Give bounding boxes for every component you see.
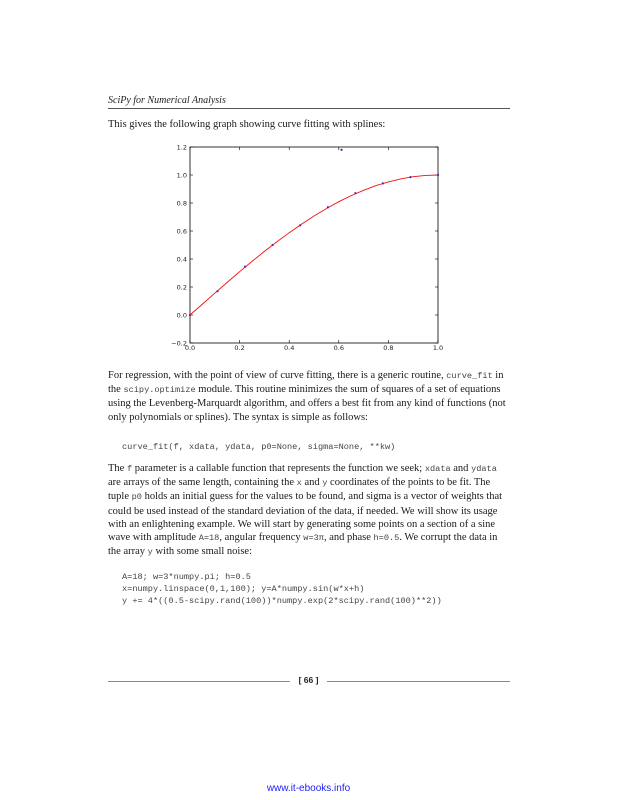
- code-line: x=numpy.linspace(0,1,100); y=A*numpy.sin(w*x+h): [122, 584, 365, 594]
- inline-code-x: x: [296, 478, 302, 489]
- spline-fit-line: [190, 175, 438, 315]
- x-tick-label: 0.2: [234, 344, 245, 352]
- plot-frame: [190, 147, 438, 343]
- inline-code-y: y: [322, 478, 328, 489]
- inline-code-scipy-optimize: scipy.optimize: [123, 385, 196, 396]
- footer-rule-left: [108, 681, 290, 682]
- x-tick-label: 0.4: [284, 344, 295, 352]
- running-header: SciPy for Numerical Analysis: [108, 95, 510, 109]
- inline-code-amplitude: A=18: [198, 533, 220, 544]
- x-tick-label: 0.0: [184, 344, 196, 352]
- y-tick-label: 1.2: [176, 143, 187, 152]
- y-tick-label: 0.8: [176, 199, 187, 208]
- inline-code-y-array: y: [147, 547, 153, 558]
- y-tick-label: 0.2: [176, 283, 187, 292]
- page-number: [ 66 ]: [298, 675, 319, 685]
- footer-rule-right: [327, 681, 510, 682]
- site-link[interactable]: www.it-ebooks.info: [266, 783, 351, 794]
- inline-code-phase: h=0.5: [373, 533, 400, 544]
- y-tick-label: −0.2: [171, 339, 187, 348]
- data-point: [340, 149, 342, 151]
- x-tick-label: 0.6: [333, 344, 344, 352]
- inline-code-curve-fit: curve_fit: [446, 371, 493, 381]
- inline-code-frequency: w=3π: [303, 533, 324, 544]
- spline-fit-chart: [150, 138, 450, 353]
- y-tick-label: 0.6: [176, 227, 187, 236]
- inline-code-xdata: xdata: [424, 464, 451, 474]
- intro-paragraph: This gives the following graph showing curve fitting with splines:: [108, 119, 386, 130]
- code-block-syntax: curve_fit(f, xdata, ydata, p0=None, sigma=None, **kw): [122, 442, 396, 452]
- parameters-paragraph: The f parameter is a callable function that represents the function we seek; xdata and ydata are arrays of the same length, containing the x and y coordinates of the points to be fit. The tuple p0 holds an initial guess for the values to be found, and sigma is a vector of weights that could be used instead of the standard deviation of the data, if needed. We will show its usage with an enlightening example. We will start by generating some points on a section of a sine wave with amplitude A=18, angular frequency w=3π, and phase h=0.5. We corrupt the data in the array y with some small noise:: [108, 463, 503, 558]
- inline-code-p0: p0: [131, 492, 142, 503]
- code-line: y += 4*((0.5-scipy.rand(100))*numpy.exp(2*scipy.rand(100)**2)): [122, 596, 442, 606]
- x-tick-label: 1.0: [432, 344, 444, 352]
- inline-code-f: f: [126, 464, 133, 474]
- inline-code-ydata: ydata: [471, 464, 497, 474]
- code-line: A=18; w=3*numpy.pi; h=0.5: [122, 572, 251, 582]
- y-tick-label: 1.0: [176, 171, 187, 180]
- y-tick-label: 0.0: [176, 311, 187, 320]
- x-tick-label: 0.8: [383, 344, 394, 352]
- regression-paragraph: For regression, with the point of view of curve fitting, there is a generic routine, curve_fit in the scipy.optimize module. This routine minimizes the sum of squares of a set of equations using the Levenberg-Marquardt algorithm, and offers a best fit from any kind of functions (not only polynomials or splines). The syntax is simple as follows:: [108, 370, 506, 423]
- y-tick-label: 0.4: [176, 255, 187, 264]
- code-block-example: [122, 571, 510, 607]
